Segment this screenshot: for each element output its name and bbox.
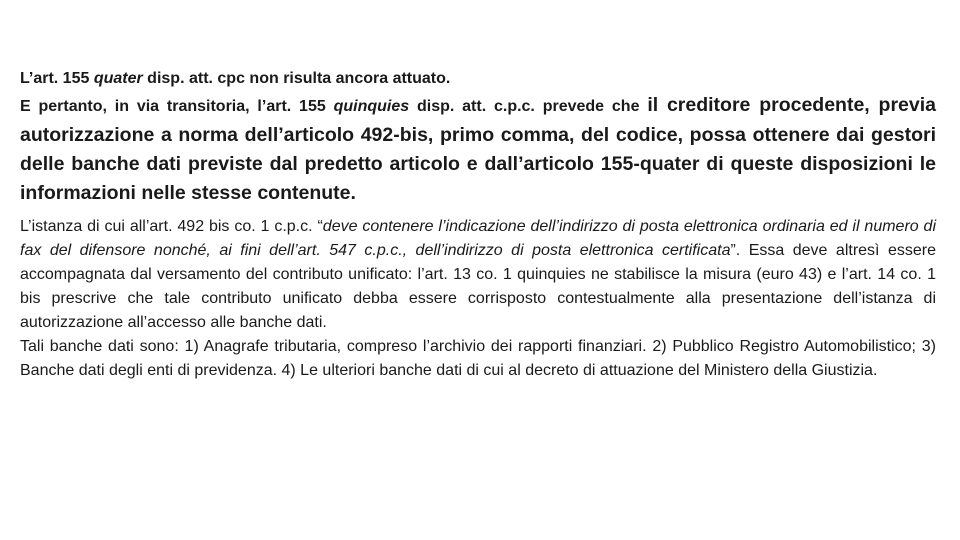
paragraph-istanza: L’istanza di cui all’art. 492 bis co. 1 c.p.c. “deve contenere l’indicazione dell’indirizzo di posta elettronica ordinaria ed il numero di fax del difensore nonché, ai fini dell’art. 547 c.p.c., dell’indirizzo di posta elettronica certificata”. Essa deve altresì essere accompagnata dal versamento del contributo unificato: l’art. 13 co. 1 quinquies ne stabilisce la misura (euro 43) e l’art. 14 co. 1 bis prescrive che tale contributo unificato debba essere corrisposto contestualmente alla presentazione dell’istanza di autorizzazione all’accesso alle banche dati.: [20, 218, 937, 331]
paragraph-art-155-quinquies: E pertanto, in via transitoria, l’art. 155 quinquies disp. att. c.p.c. prevede che il creditore procedente, previa autorizzazione a norma dell’articolo 492-bis, primo comma, del codice, possa ottenere dai gestori delle banche dati previste dal predetto articolo e dall’articolo 155-quater di queste disposizioni le informazioni nelle stesse contenute.: [20, 94, 936, 204]
paragraph-art-155-quater: L’art. 155 quater disp. att. cpc non risulta ancora attuato.: [20, 70, 451, 87]
paragraph-banche-dati: Tali banche dati sono: 1) Anagrafe tributaria, compreso l’archivio dei rapporti finanziari. 2) Pubblico Registro Automobilistico; 3) Banche dati degli enti di previdenza. 4) Le ulteriori banche dati di cui al decreto di attuazione del Ministero della Giustizia.: [20, 338, 936, 379]
document-body: [20, 69, 936, 383]
